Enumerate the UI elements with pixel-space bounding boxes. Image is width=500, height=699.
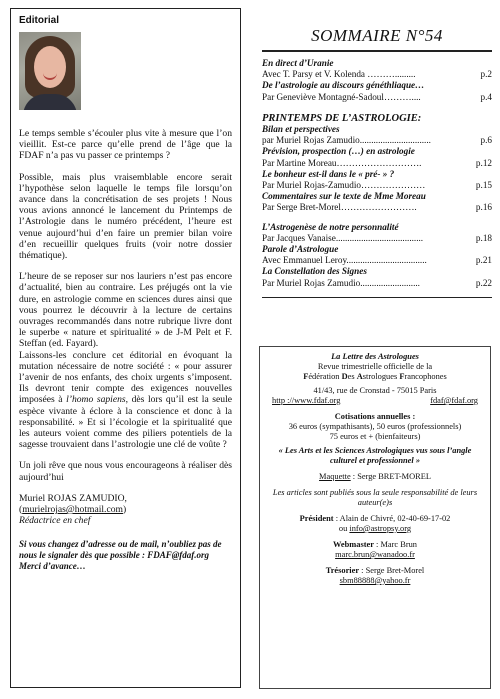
cotisations-line-2: 75 euros et + (bienfaiteurs) — [329, 432, 421, 441]
toc-heading: Bilan et perspectives — [262, 124, 340, 135]
toc-entry: Par Geneviève Montagné-Sadoul……….... p.4 — [262, 91, 492, 102]
disclaimer: Les articles sont publiés sous la seule responsabilité de leurs auteur(e)s — [272, 488, 478, 507]
federation-name: Fédération Des Astrologues Francophones — [303, 372, 447, 381]
publication-info-box: La Lettre des Astrologues Revue trimestrielle officielle de la Fédération Des Astrologues Francophones 41/43, rue de Cronstad - 75015 Paris http ://www.fdaf.org fdaf@fdaf.org Cotisations annuelles : 36 euros (sympathisants), 50 euros (professionnels) 75 euros et + (bienfaiteurs) « Les Arts et les Sciences Astrologiques vus sous l’angle culturel et professionnel » Maquette : Serge BRET-MOREL Les articles sont publiés sous la seule responsabilité de leurs auteur(e)s Président : Alain de Chivré, 02-40-69-17-02 ou info@astropsy.org Webmaster : Marc Brun marc.brun@wanadoo.fr Trésorier : Serge Bret-Morel sbm88888@yahoo.fr — [259, 346, 491, 689]
title-divider — [262, 50, 492, 52]
toc-entry: Avec Emmanuel Leroy................................... p.21 — [262, 255, 492, 266]
editorial-paragraph-2: Possible, mais plus vraisemblable encore serait l’hypothèse selon laquelle le temps file lorsqu’on avance dans la concrétisation de ses projets ! Nous vous avions annoncé le lancement du Printemps de l’Astrologie dans le numéro précédent, l’heure est venue aujourd’hui d’en faire un premier bilan voire d’en recueillir quelques fruits (voir notre dossier thématique). — [19, 171, 232, 262]
toc-section-title: PRINTEMPS DE L’ASTROLOGIE: — [262, 112, 422, 124]
toc-heading: Prévision, prospection (…) en astrologie — [262, 146, 415, 157]
signature: Muriel ROJAS ZAMUDIO, (murielrojas@hotmail.com) Rédactrice en chef — [19, 493, 232, 527]
toc-heading: Parole d’Astrologue — [262, 244, 339, 255]
signature-name: Muriel ROJAS ZAMUDIO, — [19, 492, 127, 504]
website-link[interactable]: http ://www.fdaf.org — [272, 396, 341, 405]
publication-title: La Lettre des Astrologues — [331, 352, 419, 361]
editorial-paragraph-4: Laissons-les conclure cet éditorial en évoquant la mutation nécessaire de notre société : « pour assurer l’avenir de nos enfants, des choix urgents s’imposent. Ils devront tenir compte des exigences nouvelles imposées à l’homo sapiens, dès lors qu’il est la seule espèce vivante à éclore à la conscience et donc à la responsabilité. » Et si l’écologie et la spiritualité que les auteurs voient comme des piliers potentiels de la sagesse trouvaient dans l’astrologie une clé de voûte ? — [19, 349, 232, 451]
publication-subtitle: Revue trimestrielle officielle de la — [317, 362, 433, 371]
toc-entry: Par Serge Bret-Morel……………………. p.16 — [262, 202, 492, 213]
cotisations-title: Cotisations annuelles : — [334, 412, 416, 421]
treasurer-line: Trésorier : Serge Bret-Morel — [325, 566, 425, 575]
toc-entry: Par Martine Moreau………………………. p.12 — [262, 157, 492, 168]
toc-entry: Par Muriel Rojas Zamudio.......................... p.22 — [262, 277, 492, 288]
editorial-panel — [10, 8, 241, 688]
webmaster-email-link[interactable]: marc.brun@wanadoo.fr — [335, 550, 415, 559]
toc-entry: Par Jacques Vanaise...................................... p.18 — [262, 232, 492, 243]
maquette-credit: Maquette : Serge BRET-MOREL — [319, 472, 431, 481]
sommaire-bottom-divider — [262, 297, 492, 298]
sommaire-title: SOMMAIRE N°54 — [311, 26, 443, 45]
sommaire-panel — [262, 8, 492, 298]
president-email-link[interactable]: info@astropsy.org — [349, 524, 412, 533]
federation-email-link[interactable]: fdaf@fdaf.org — [430, 396, 478, 405]
toc-entry: Par Muriel Rojas-Zamudio………………… p.15 — [262, 180, 492, 191]
editorial-paragraph-1: Le temps semble s’écouler plus vite à mesure que l’on vieillit. Est-ce parce qu’elle prend de l’âge que la FDAF n’a pas vu passer ce printemps ? — [19, 128, 232, 162]
author-photo — [19, 32, 81, 110]
table-of-contents — [262, 58, 492, 289]
address-change-notice: Si vous changez d’adresse ou de mail, n’oubliez pas de nous le signaler dès que possible : FDAF@fdaf.org Merci d’avance… — [19, 538, 222, 571]
toc-heading: L’Astrogenèse de notre personnalité — [262, 221, 399, 232]
toc-entry: Avec T. Parsy et V. Kolenda ………......... p.2 — [262, 69, 492, 80]
postal-address: 41/43, rue de Cronstad - 75015 Paris — [313, 386, 437, 395]
president-line: Président : Alain de Chivré, 02-40-69-17-02 — [299, 514, 451, 523]
editorial-paragraph-5: Un joli rêve que nous vous encourageons à réaliser dès aujourd’hui — [19, 460, 232, 483]
toc-heading: En direct d’Uranie — [262, 58, 334, 68]
treasurer-email-link[interactable]: sbm88888@yahoo.fr — [339, 576, 411, 585]
toc-heading: Le bonheur est-il dans le « pré- » ? — [262, 168, 395, 179]
cotisations-line-1: 36 euros (sympathisants), 50 euros (professionnels) — [288, 422, 462, 431]
toc-heading: La Constellation des Signes — [262, 266, 367, 277]
signature-email-link[interactable]: murielrojas@hotmail.com — [22, 504, 123, 516]
toc-heading: De l’astrologie au discours généthliaque… — [262, 80, 425, 91]
motto: « Les Arts et les Sciences Astrologiques vus sous l’angle culturel et professionnel » — [278, 446, 472, 465]
signature-role: Rédactrice en chef — [19, 515, 91, 527]
toc-entry: par Muriel Rojas Zamudio............................... p.6 — [262, 135, 492, 146]
toc-heading: Commentaires sur le texte de Mme Moreau — [262, 191, 426, 202]
editorial-title: Editorial — [19, 15, 60, 26]
webmaster-line: Webmaster : Marc Brun — [333, 540, 417, 549]
editorial-paragraph-3: L’heure de se reposer sur nos lauriers n’est pas encore d’actualité, bien au contraire. Les préjugés ont la vie dure, en astrologie comme en sciences dures ainsi que vous pourrez le découvrir à la lecture de certains ouvrages recommandés dans notre rubrique livre dont le superbe « nature et spiritualité » de J-M Pelt et F. Steffan (ed. Fayard). — [19, 271, 232, 350]
